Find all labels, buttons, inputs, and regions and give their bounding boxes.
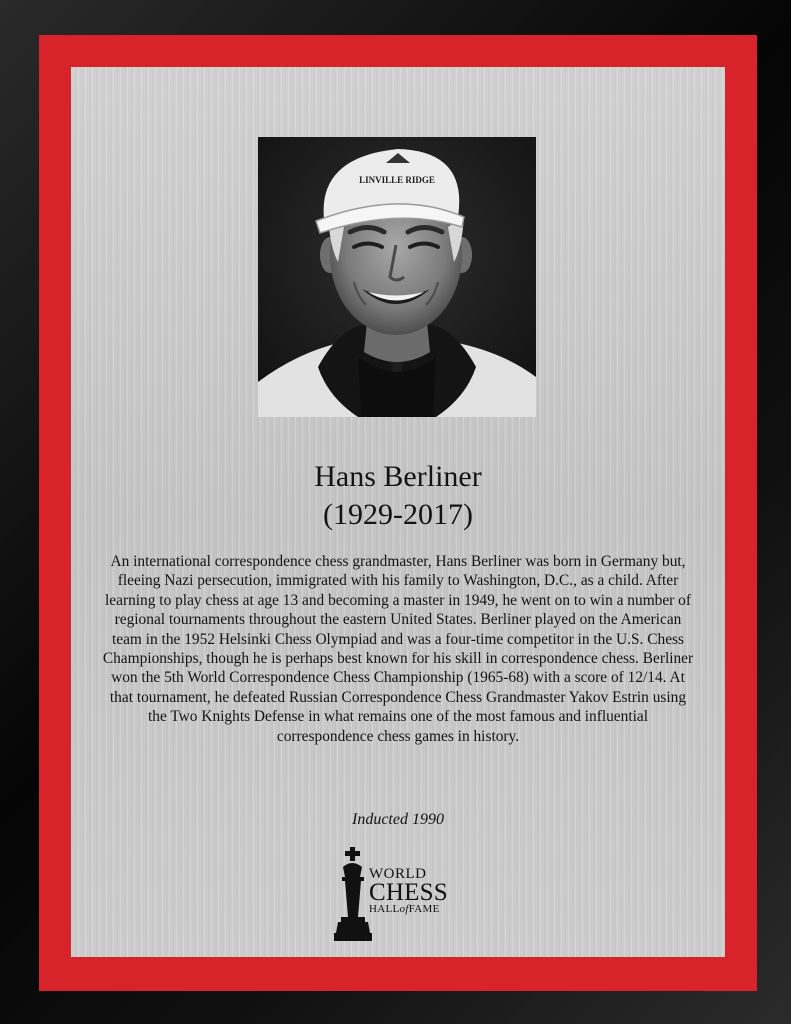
induction-year: Inducted 1990 [352, 811, 444, 828]
chess-king-icon [333, 847, 373, 947]
logo-world: WORLD [369, 866, 427, 882]
world-chess-hall-of-fame-logo [333, 847, 463, 947]
svg-text:LINVILLE RIDGE: LINVILLE RIDGE [359, 175, 435, 185]
inductee-biography: An international correspondence chess grandmaster, Hans Berliner was born in Germany but, fleeing Nazi persecution, immigrated with his family to Washington, D.C., as a child. After learning to play chess at age 13 and becoming a master in 1949, he went on to win a number of regional tournaments throughout the eastern United States. Berliner played on the American team in the 1952 Helsinki Chess Olympiad and was a four-time competitor in the U.S. Chess Championships, though he is perhaps best known for his skill in correspondence chess. Berliner won the 5th World Correspondence Chess Championship (1965-68) with a score of 12/14. At that tournament, he defeated Russian Correspondence Chess Grandmaster Yakov Estrin using the Two Knights Defense in what remains one of the most famous and influential correspondence chess games in history. [102, 553, 694, 745]
logo-chess: CHESS [369, 879, 448, 906]
plaque-plate [71, 67, 725, 957]
inductee-name: Hans Berliner [314, 460, 482, 493]
inductee-years: (1929-2017) [323, 498, 473, 531]
logo-hall-of-fame: HALLofFAME [369, 903, 440, 915]
portrait-photo [258, 137, 536, 417]
